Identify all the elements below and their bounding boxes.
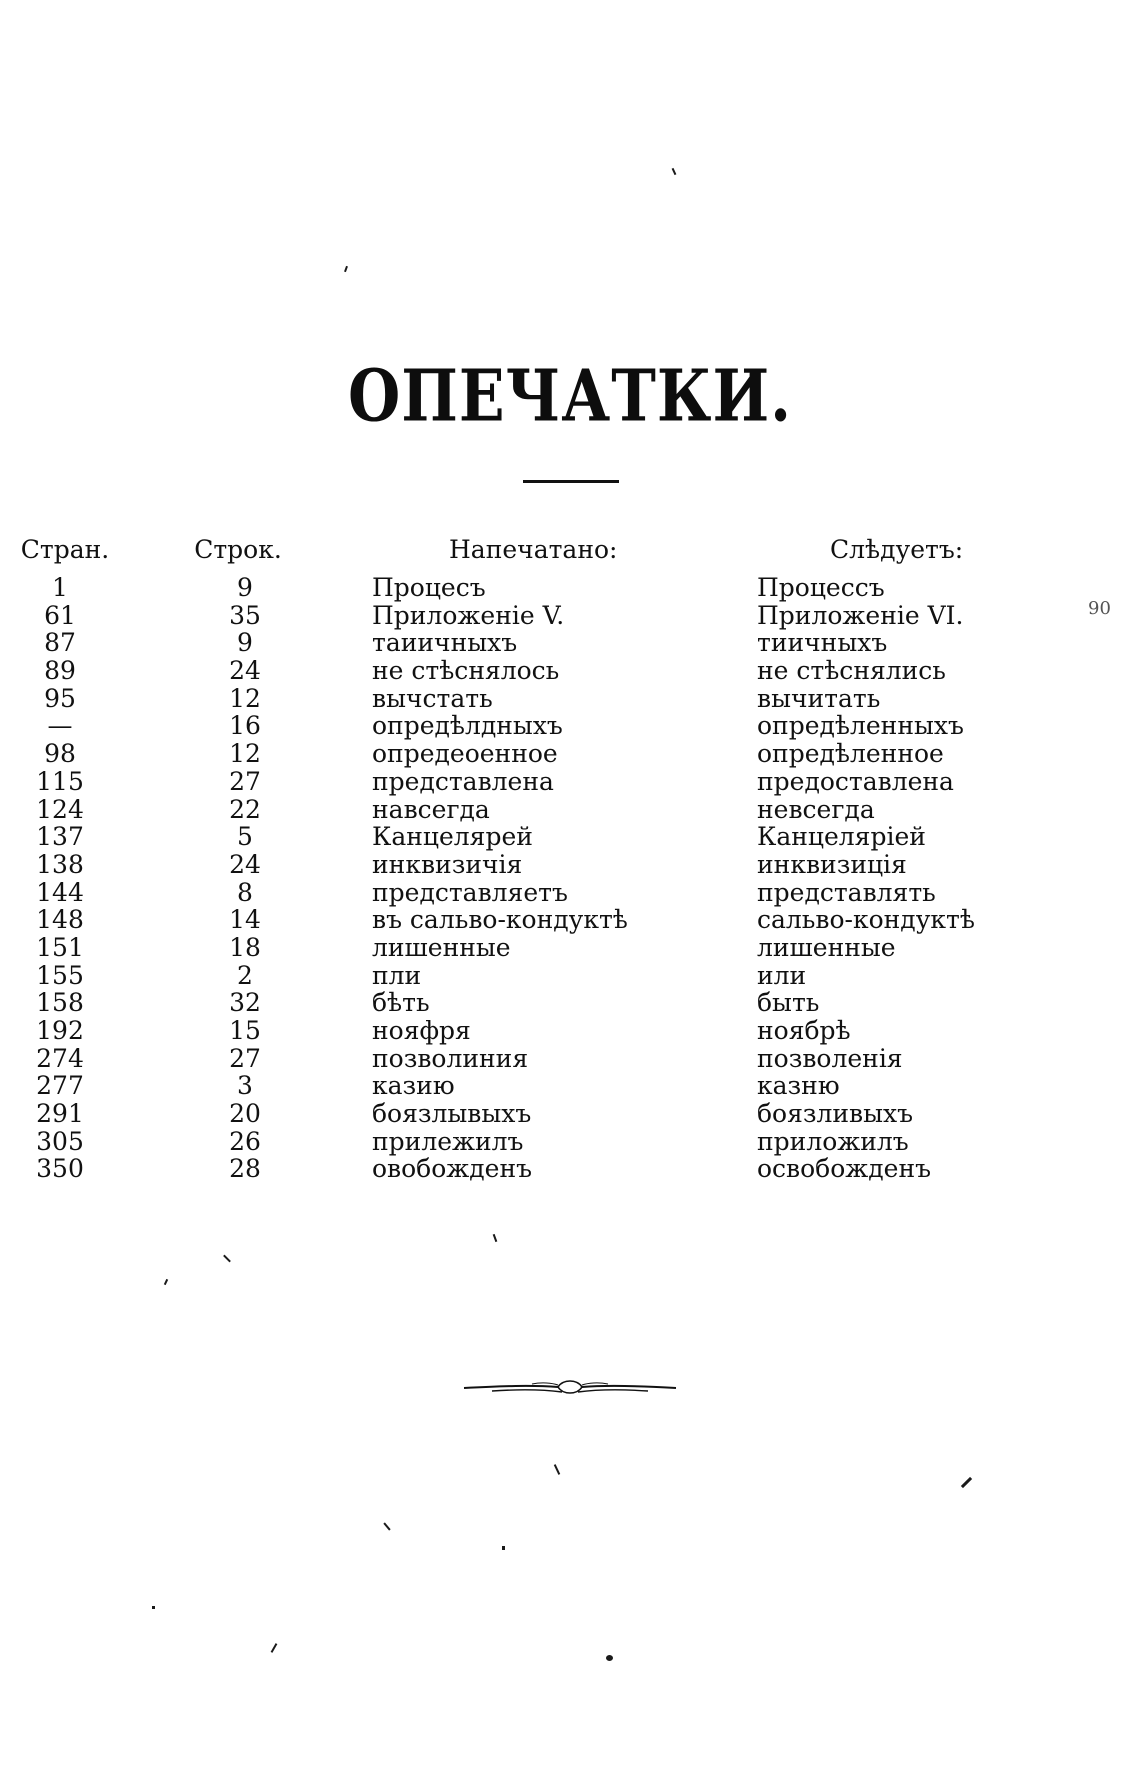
- errata-line-number: 24: [229, 656, 261, 686]
- header-line: Строк.: [194, 535, 282, 564]
- margin-mark: 90: [1088, 598, 1111, 619]
- errata-printed-text: инквизичія: [372, 849, 523, 879]
- errata-correct-text: лишенные: [757, 932, 896, 962]
- errata-row: [0, 879, 1140, 907]
- errata-row: [0, 657, 1140, 685]
- errata-line-number: 9: [237, 573, 253, 602]
- errata-correct-text: представлять: [757, 877, 936, 907]
- errata-correct-text: Приложеніе VI.: [757, 600, 964, 630]
- errata-printed-text: казию: [372, 1071, 455, 1101]
- errata-correct-text: казню: [757, 1071, 840, 1101]
- errata-line-number: 15: [229, 1016, 261, 1045]
- errata-correct-text: не стѣснялись: [757, 656, 946, 686]
- errata-printed-text: овобожденъ: [372, 1154, 533, 1184]
- errata-page-number: 89: [44, 656, 76, 686]
- errata-line-number: 26: [229, 1126, 261, 1156]
- ink-speck: [961, 1477, 972, 1488]
- errata-printed-text: Канцелярей: [372, 822, 533, 852]
- errata-row: [0, 851, 1140, 879]
- ink-speck: [152, 1606, 155, 1609]
- errata-printed-text: Процесъ: [372, 573, 486, 602]
- errata-row: [0, 602, 1140, 630]
- errata-page-number: 274: [36, 1043, 84, 1073]
- errata-printed-text: лишенные: [372, 932, 511, 962]
- header-printed: Напечатано:: [449, 535, 618, 564]
- ink-speck: [223, 1255, 231, 1263]
- errata-row: [0, 989, 1140, 1017]
- errata-row: [0, 1017, 1140, 1045]
- errata-printed-text: позволиния: [372, 1043, 529, 1073]
- errata-printed-text: прилежилъ: [372, 1126, 524, 1156]
- errata-line-number: 32: [229, 988, 261, 1018]
- errata-row: [0, 1155, 1140, 1183]
- header-page: Стран.: [20, 535, 110, 564]
- errata-printed-text: въ сальво-кондуктѣ: [372, 905, 628, 935]
- errata-printed-text: бѣть: [372, 988, 430, 1018]
- errata-page-number: 87: [44, 628, 76, 658]
- errata-correct-text: невсегда: [757, 794, 875, 824]
- ink-speck: [554, 1464, 560, 1475]
- title-rule: [523, 480, 619, 483]
- errata-line-number: 12: [229, 739, 261, 769]
- errata-row: [0, 574, 1140, 602]
- errata-row: [0, 1045, 1140, 1073]
- errata-header-row: [0, 530, 1140, 570]
- errata-row: [0, 685, 1140, 713]
- errata-correct-text: боязливыхъ: [757, 1099, 914, 1129]
- errata-line-number: 35: [229, 600, 261, 630]
- errata-correct-text: освобожденъ: [757, 1154, 932, 1184]
- errata-line-number: 27: [229, 766, 261, 796]
- errata-line-number: 5: [237, 822, 253, 852]
- errata-correct-text: опредѣленныхъ: [757, 711, 964, 741]
- errata-line-number: 2: [237, 960, 253, 990]
- errata-page-number: 61: [44, 600, 76, 630]
- errata-row: [0, 1128, 1140, 1156]
- errata-line-number: 12: [229, 683, 261, 713]
- errata-line-number: 24: [229, 849, 261, 879]
- errata-page-number: 137: [36, 822, 84, 852]
- ink-speck: [164, 1279, 168, 1285]
- ink-speck: [383, 1522, 390, 1530]
- ornament-divider-icon: [462, 1374, 678, 1402]
- header-correct: Слѣдуетъ:: [830, 535, 964, 564]
- ink-speck: [606, 1655, 613, 1661]
- errata-row: [0, 906, 1140, 934]
- errata-printed-text: пли: [372, 960, 422, 990]
- errata-correct-text: приложилъ: [757, 1126, 909, 1156]
- errata-page-number: 277: [36, 1071, 84, 1101]
- errata-correct-text: быть: [757, 988, 820, 1018]
- errata-printed-text: представляетъ: [372, 877, 568, 907]
- errata-line-number: 27: [229, 1043, 261, 1073]
- errata-row: [0, 629, 1140, 657]
- errata-row: [0, 934, 1140, 962]
- errata-line-number: 14: [229, 905, 261, 935]
- errata-page-number: 115: [36, 766, 84, 796]
- ink-speck: [271, 1643, 278, 1653]
- ink-speck: [493, 1234, 498, 1242]
- errata-page-number: 95: [44, 683, 76, 713]
- errata-line-number: 8: [237, 877, 253, 907]
- errata-correct-text: Процессъ: [757, 573, 885, 602]
- errata-line-number: 18: [229, 932, 261, 962]
- errata-row: [0, 962, 1140, 990]
- errata-correct-text: предоставлена: [757, 766, 954, 796]
- errata-page-number: 124: [36, 794, 84, 824]
- errata-printed-text: нояфря: [372, 1016, 471, 1045]
- errata-correct-text: ноябрѣ: [757, 1016, 851, 1045]
- errata-correct-text: инквизиція: [757, 849, 907, 879]
- errata-body: [0, 574, 1140, 1183]
- errata-page-number: 192: [36, 1016, 84, 1045]
- errata-page-number: 305: [36, 1126, 84, 1156]
- errata-printed-text: опредѣлдныхъ: [372, 711, 563, 741]
- errata-correct-text: тиичныхъ: [757, 628, 888, 658]
- errata-row: [0, 1100, 1140, 1128]
- errata-row: [0, 796, 1140, 824]
- errata-printed-text: вычстать: [372, 683, 493, 713]
- errata-correct-text: вычитать: [757, 683, 881, 713]
- errata-page-number: 148: [36, 905, 84, 935]
- errata-line-number: 3: [237, 1071, 253, 1101]
- errata-page-number: 291: [36, 1099, 84, 1129]
- errata-page-number: 155: [36, 960, 84, 990]
- page-title: ОПЕЧАТКИ.: [347, 355, 793, 439]
- errata-row: [0, 740, 1140, 768]
- errata-page-number: 1: [52, 573, 68, 602]
- errata-printed-text: навсегда: [372, 794, 490, 824]
- ink-speck: [502, 1546, 505, 1550]
- errata-correct-text: Канцеляріей: [757, 822, 926, 852]
- errata-row: [0, 1072, 1140, 1100]
- errata-printed-text: не стѣснялось: [372, 656, 560, 686]
- ink-speck: [672, 168, 677, 175]
- errata-row: [0, 823, 1140, 851]
- errata-printed-text: опредеоенное: [372, 739, 558, 769]
- errata-correct-text: позволенія: [757, 1043, 903, 1073]
- errata-page-number: 158: [36, 988, 84, 1018]
- errata-page-number: 144: [36, 877, 84, 907]
- errata-printed-text: таиичныхъ: [372, 628, 518, 658]
- errata-correct-text: сальво-кондуктѣ: [757, 905, 975, 935]
- errata-table: [0, 530, 1140, 1183]
- errata-correct-text: или: [757, 960, 807, 990]
- errata-line-number: 16: [229, 711, 261, 741]
- errata-page-number: 350: [36, 1154, 84, 1184]
- errata-line-number: 9: [237, 628, 253, 658]
- errata-correct-text: опредѣленное: [757, 739, 944, 769]
- errata-line-number: 20: [229, 1099, 261, 1129]
- errata-page-number: 138: [36, 849, 84, 879]
- errata-printed-text: представлена: [372, 766, 554, 796]
- errata-line-number: 22: [229, 794, 261, 824]
- errata-page-number: 98: [44, 739, 76, 769]
- errata-page-number: —: [47, 711, 73, 741]
- ink-speck: [344, 266, 348, 272]
- errata-line-number: 28: [229, 1154, 261, 1184]
- errata-printed-text: Приложеніе V.: [372, 600, 565, 630]
- errata-row: [0, 768, 1140, 796]
- errata-row: [0, 712, 1140, 740]
- errata-printed-text: боязлывыхъ: [372, 1099, 532, 1129]
- errata-page-number: 151: [36, 932, 84, 962]
